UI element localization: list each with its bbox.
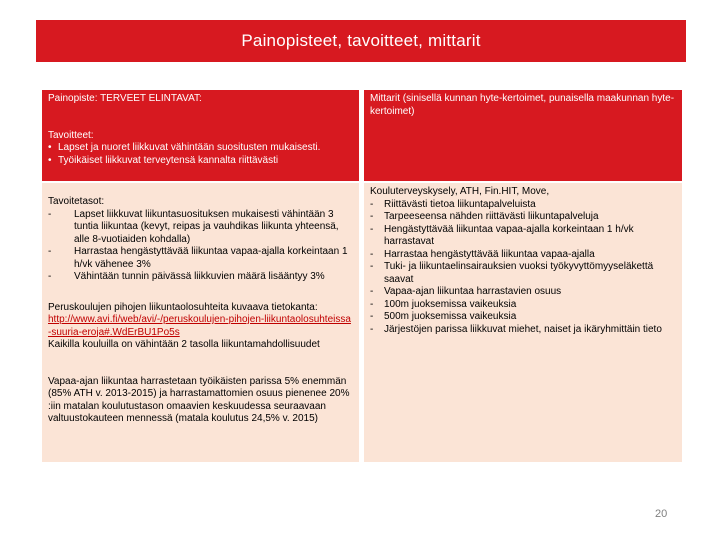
bullet-icon: • bbox=[48, 154, 52, 166]
tavoitteet-heading: Tavoitteet: bbox=[48, 129, 94, 141]
tavoitetasot-heading: Tavoitetasot: bbox=[48, 196, 105, 207]
tavoitetaso-item: - Lapset liikkuvat liikuntasuosituksen mukaisesti vähintään 3 tuntia liikuntaa (kevyt, reipas ja vauhdikas liikunta yhteensä, alle 8-vuotiaiden kohdalla) bbox=[48, 208, 339, 245]
dash-icon: - bbox=[48, 208, 52, 220]
dash-icon: - bbox=[370, 311, 374, 322]
mittari-item: - Tarpeeseensa nähden riittävästi liikuntapalveluja bbox=[370, 211, 599, 222]
mittari-item: - Harrastaa hengästyttävää liikuntaa vapaa-ajalla bbox=[370, 248, 595, 260]
mittarit-heading: Mittarit (sinisellä kunnan hyte-kertoimet, punaisella maakunnan hyte-kertoimet) bbox=[370, 93, 675, 117]
tavoitetaso-item: - Harrastaa hengästyttävää liikuntaa vapaa-ajalla korkeintaan 1 h/vk vähenee 3% bbox=[48, 246, 348, 270]
mittari-item: - Vapaa-ajan liikuntaa harrastavien osuus bbox=[370, 286, 562, 297]
dash-icon: - bbox=[370, 286, 374, 297]
bullet-icon: • bbox=[48, 142, 52, 153]
body-right-cell bbox=[364, 183, 682, 462]
vapaa-ajan-text: Vapaa-ajan liikuntaa harrastetaan työikäisten parissa 5% enemmän (85% ATH v. 2013-2015) ja harrastamattomien osuus pienenee 20% :iin matalan koulutustason omaavien keskuudessa seuraavaan valtuustokauteen mennessä (matala koulutus 24,5% v. 2015) bbox=[48, 375, 350, 424]
peruskoulu-link[interactable]: http://www.avi.fi/web/avi/-/peruskoulujen-pihojen-liikuntaolosuhteissa-suuria-eroja#.WdErBU1Po5s bbox=[48, 314, 351, 338]
mittari-item: - Järjestöjen parissa liikkuvat miehet, naiset ja ikäryhmittäin tieto bbox=[370, 323, 662, 335]
painopiste-label: Painopiste: TERVEET ELINTAVAT: bbox=[48, 93, 202, 104]
page-number: 20 bbox=[655, 508, 668, 520]
tavoitetaso-item: - Vähintään tunnin päivässä liikkuvien määrä lisääntyy 3% bbox=[48, 271, 325, 282]
mittari-item: - Hengästyttävää liikuntaa vapaa-ajalla korkeintaan 1 h/vk harrastavat bbox=[370, 223, 634, 247]
tavoite-bullet: • Lapset ja nuoret liikkuvat vähintään suositusten mukaisesti. bbox=[48, 142, 321, 153]
slide-title: Painopisteet, tavoitteet, mittarit bbox=[36, 20, 686, 62]
tavoite-bullet: • Työikäiset liikkuvat terveytensä kannalta riittävästi bbox=[48, 154, 279, 166]
mittari-item: - 500m juoksemissa vaikeuksia bbox=[370, 311, 517, 322]
header-right-cell bbox=[364, 90, 682, 181]
body-left-cell bbox=[42, 183, 359, 462]
peruskoulu-note: Kaikilla kouluilla on vähintään 2 tasolla liikuntamahdollisuudet bbox=[48, 339, 320, 350]
mittari-item: - 100m juoksemissa vaikeuksia bbox=[370, 298, 517, 310]
dash-icon: - bbox=[370, 248, 374, 260]
dash-icon: - bbox=[370, 198, 374, 210]
mittarit-intro: Kouluterveyskysely, ATH, Fin.HIT, Move, bbox=[370, 186, 550, 197]
mittari-item: - Tuki- ja liikuntaelinsairauksien vuoksi työkyvyttömyyseläkettä saavat bbox=[370, 261, 654, 285]
dash-icon: - bbox=[370, 211, 374, 222]
dash-icon: - bbox=[370, 298, 374, 310]
dash-icon: - bbox=[370, 261, 374, 272]
peruskoulu-text: Peruskoulujen pihojen liikuntaolosuhteita kuvaava tietokanta: bbox=[48, 301, 318, 313]
mittari-item: - Riittävästi tietoa liikuntapalveluista bbox=[370, 198, 536, 210]
dash-icon: - bbox=[48, 271, 52, 282]
dash-icon: - bbox=[370, 323, 374, 335]
header-left-cell bbox=[42, 90, 359, 181]
dash-icon: - bbox=[48, 246, 52, 257]
dash-icon: - bbox=[370, 223, 374, 235]
